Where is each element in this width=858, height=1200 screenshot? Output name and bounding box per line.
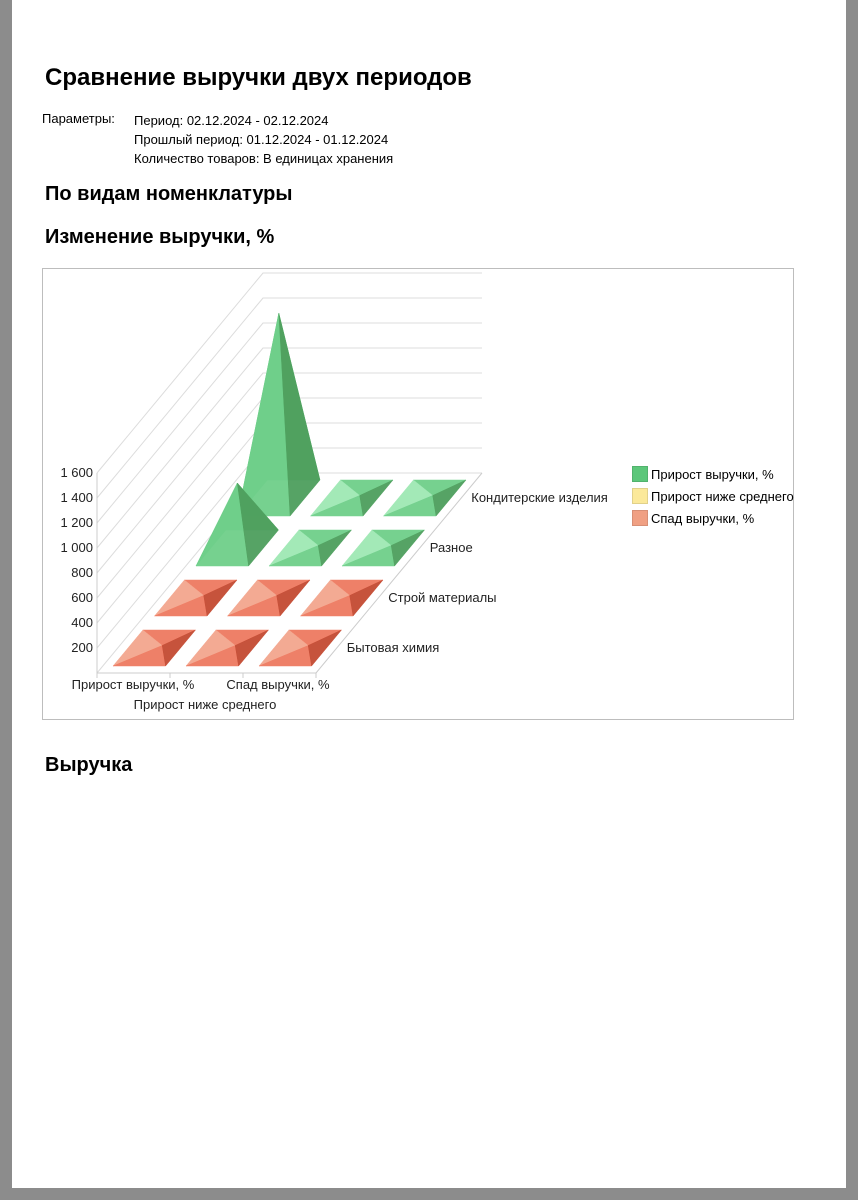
y-tick-label: 1 000 [60, 540, 93, 555]
chart-title: Изменение выручки, % [45, 226, 275, 248]
y-tick-label: 1 600 [60, 465, 93, 480]
category-label: Кондитерские изделия [471, 490, 608, 505]
y-tick-label: 800 [71, 565, 93, 580]
chart-legend [632, 463, 794, 529]
category-label: Разное [429, 540, 473, 555]
y-tick-label: 1 400 [60, 490, 93, 505]
legend-item [632, 485, 794, 507]
legend-swatch [632, 510, 648, 526]
y-tick-label: 400 [71, 615, 93, 630]
y-tick-label: 200 [71, 640, 93, 655]
legend-label: Прирост выручки, % [651, 466, 774, 482]
parameter-quantity: Количество товаров: В единицах хранения [134, 151, 394, 166]
x-tick-label: Прирост выручки, % [71, 677, 195, 692]
legend-label: Спад выручки, % [651, 510, 755, 526]
y-tick-label: 1 200 [60, 515, 93, 530]
section-heading-revenue: Выручка [45, 754, 133, 776]
legend-item [632, 463, 794, 485]
x-tick-label: Прирост ниже среднего [133, 697, 277, 712]
parameter-previous-period: Прошлый период: 01.12.2024 - 01.12.2024 [134, 132, 389, 147]
y-tick-label: 600 [71, 590, 93, 605]
legend-item [632, 507, 794, 529]
category-label: Строй материалы [388, 590, 497, 605]
report-title: Сравнение выручки двух периодов [45, 64, 472, 91]
legend-label: Прирост ниже среднего [651, 488, 794, 504]
x-tick-label: Спад выручки, % [226, 677, 330, 692]
section-heading-by-type: По видам номенклатуры [45, 183, 293, 205]
parameters-label: Параметры: [42, 111, 115, 126]
category-label: Бытовая химия [346, 640, 440, 655]
legend-swatch [632, 466, 648, 482]
parameter-period: Период: 02.12.2024 - 02.12.2024 [134, 113, 329, 128]
legend-swatch [632, 488, 648, 504]
